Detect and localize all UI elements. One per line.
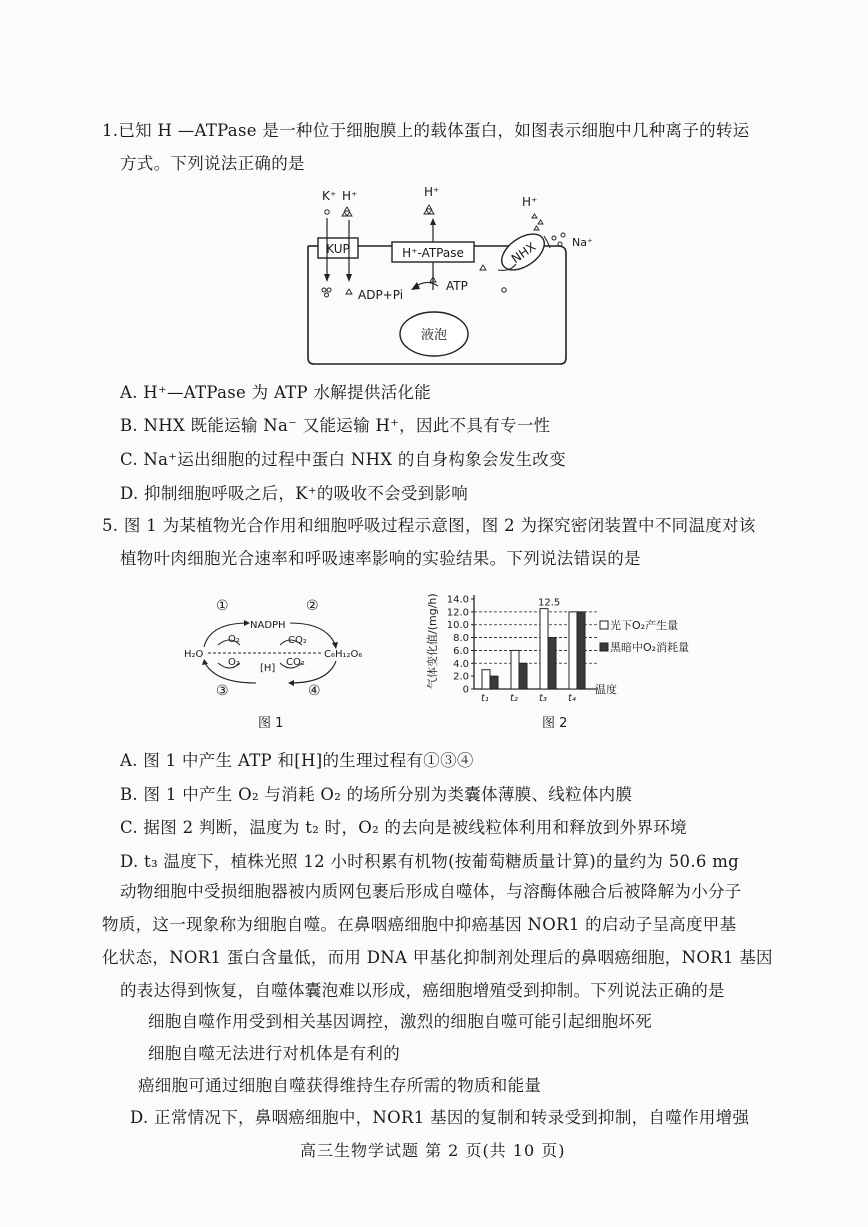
x-tick-label: t₄	[568, 693, 576, 704]
glucose-label: C₆H₁₂O₆	[324, 649, 363, 660]
vacuole-label: 液泡	[420, 328, 448, 343]
question-6-option-b: 细胞自噬无法进行对机体是有利的	[148, 1044, 400, 1063]
y-tick-label: 10.0	[446, 620, 469, 632]
question-4-option-d: D. 抑制细胞呼吸之后，K⁺的吸收不会受到影响	[120, 484, 469, 503]
bar-dark	[490, 676, 498, 689]
bar-light	[540, 609, 548, 689]
question-6-option-c: 癌细胞可通过细胞自噬获得维持生存所需的物质和能量	[138, 1076, 542, 1095]
x-tick-label: t₁	[481, 693, 489, 704]
y-tick-label: 14.0	[446, 594, 469, 606]
o2-bottom-label: O₂	[228, 657, 240, 668]
question-5-option-c: C. 据图 2 判断，温度为 t₂ 时，O₂ 的去向是被线粒体利用和释放到外界环境	[120, 818, 687, 837]
question-4-stem-line-1	[102, 120, 750, 142]
y-tick-label: 8.0	[453, 633, 469, 645]
figure-2-caption: 图 2	[542, 716, 568, 731]
y-tick-label: 4.0	[453, 658, 469, 670]
kup-label: KUP	[326, 242, 350, 256]
o2-top-label: O₂	[228, 634, 240, 645]
question-6-option-a: 细胞自噬作用受到相关基因调控，激烈的细胞自噬可能引起细胞坏死	[148, 1012, 652, 1031]
question-6-stem-line-2: 物质，这一现象称为细胞自噬。在鼻咽癌细胞中抑癌基因 NOR1 的启动子呈高度甲基	[102, 915, 737, 934]
question-4-option-a: A. H⁺—ATPase 为 ATP 水解提供活化能	[120, 383, 432, 402]
y-tick-label: 2.0	[453, 671, 469, 683]
data-label: 12.5	[538, 597, 561, 609]
na-ion-label: Na⁺	[572, 236, 593, 249]
h-ion-middle-label: H⁺	[424, 185, 440, 199]
nadph-label: NADPH	[250, 620, 286, 631]
question-6-stem-line-4: 的表达得到恢复，自噬体囊泡难以形成，癌细胞增殖受到抑制。下列说法正确的是	[120, 981, 725, 1000]
question-4-option-b: B. NHX 既能运输 Na⁻ 又能运输 H⁺，因此不具有专一性	[120, 416, 551, 435]
legend-swatch-dark	[600, 643, 608, 651]
water-label: H₂O	[184, 649, 204, 660]
bar-dark	[577, 612, 585, 689]
question-5-stem-line-1: 5. 图 1 为某植物光合作用和细胞呼吸过程示意图，图 2 为探究密闭装置中不同温度对该	[102, 516, 756, 535]
legend-dark-label: 黑暗中O₂消耗量	[610, 641, 690, 654]
chart-y-axis-label: 气体变化值/(mg/h)	[426, 593, 439, 689]
question-5-figures	[184, 585, 700, 735]
question-5-stem-line-2: 植物叶肉细胞光合速率和呼吸速率影响的实验结果。下列说法错误的是	[120, 549, 641, 568]
y-tick-label: 0	[462, 684, 469, 696]
question-5-option-a: A. 图 1 中产生 ATP 和[H]的生理过程有①③④	[120, 751, 474, 770]
question-6-option-d: D. 正常情况下，鼻咽癌细胞中，NOR1 基因的复制和转录受到抑制，自噬作用增强	[130, 1108, 750, 1127]
page-footer: 高三生物学试题 第 2 页(共 10 页)	[300, 1141, 566, 1160]
x-tick-label: t₃	[539, 693, 547, 704]
figure-1-caption: 图 1	[258, 716, 284, 731]
ion-transport-diagram	[288, 178, 593, 378]
question-5-option-b: B. 图 1 中产生 O₂ 与消耗 O₂ 的场所分别为类囊体薄膜、线粒体内膜	[120, 785, 633, 804]
question-4-stem-text: 已知 H —ATPase 是一种位于细胞膜上的载体蛋白，如图表示细胞中几种离子的转运	[118, 121, 750, 140]
question-4-stem-line-2: 方式。下列说法正确的是	[120, 154, 305, 173]
question-4-option-c: C. Na⁺运出细胞的过程中蛋白 NHX 的自身构象会发生改变	[120, 450, 566, 469]
x-tick-label: t₂	[510, 693, 518, 704]
y-tick-label: 12.0	[446, 607, 469, 619]
bar-light	[511, 650, 519, 689]
h-carrier-label: [H]	[260, 663, 276, 674]
bar-dark	[519, 663, 527, 689]
chart-x-axis-label: 温度	[595, 683, 617, 696]
process-2-label: ②	[306, 598, 319, 614]
h-ion-left-label: H⁺	[342, 189, 358, 203]
question-5-option-d: D. t₃ 温度下，植株光照 12 小时积累有机物(按葡萄糖质量计算)的量约为 50.6 mg	[120, 852, 740, 871]
co2-bottom-label: CO₂	[286, 657, 305, 668]
co2-top-label: CO₂	[288, 635, 307, 646]
process-1-label: ①	[216, 598, 229, 614]
h-atpase-label: H⁺-ATPase	[402, 246, 464, 260]
y-tick-label: 6.0	[453, 645, 469, 657]
atp-label: ATP	[446, 279, 468, 293]
bar-dark	[548, 638, 556, 689]
legend-swatch-light	[600, 621, 608, 629]
h-ion-right-label: H⁺	[522, 195, 538, 209]
process-4-label: ④	[308, 683, 321, 699]
adp-pi-label: ADP+Pi	[358, 288, 404, 302]
bar-light	[569, 612, 577, 689]
temperature-bar-chart	[425, 593, 689, 731]
k-ion-label: K⁺	[322, 189, 337, 203]
bar-light	[482, 670, 490, 689]
question-6-stem-line-1: 动物细胞中受损细胞器被内质网包裹后形成自噬体，与溶酶体融合后被降解为小分子	[120, 882, 742, 901]
question-6-stem-line-3: 化状态，NOR1 蛋白含量低，而用 DNA 甲基化抑制剂处理后的鼻咽癌细胞，NOR1 基因	[102, 948, 773, 967]
nhx-label: NHX	[508, 239, 539, 267]
legend-light-label: 光下O₂产生量	[610, 619, 679, 632]
process-3-label: ③	[216, 683, 229, 699]
process-diagram	[184, 598, 362, 731]
question-4-number: 1.	[102, 121, 119, 140]
